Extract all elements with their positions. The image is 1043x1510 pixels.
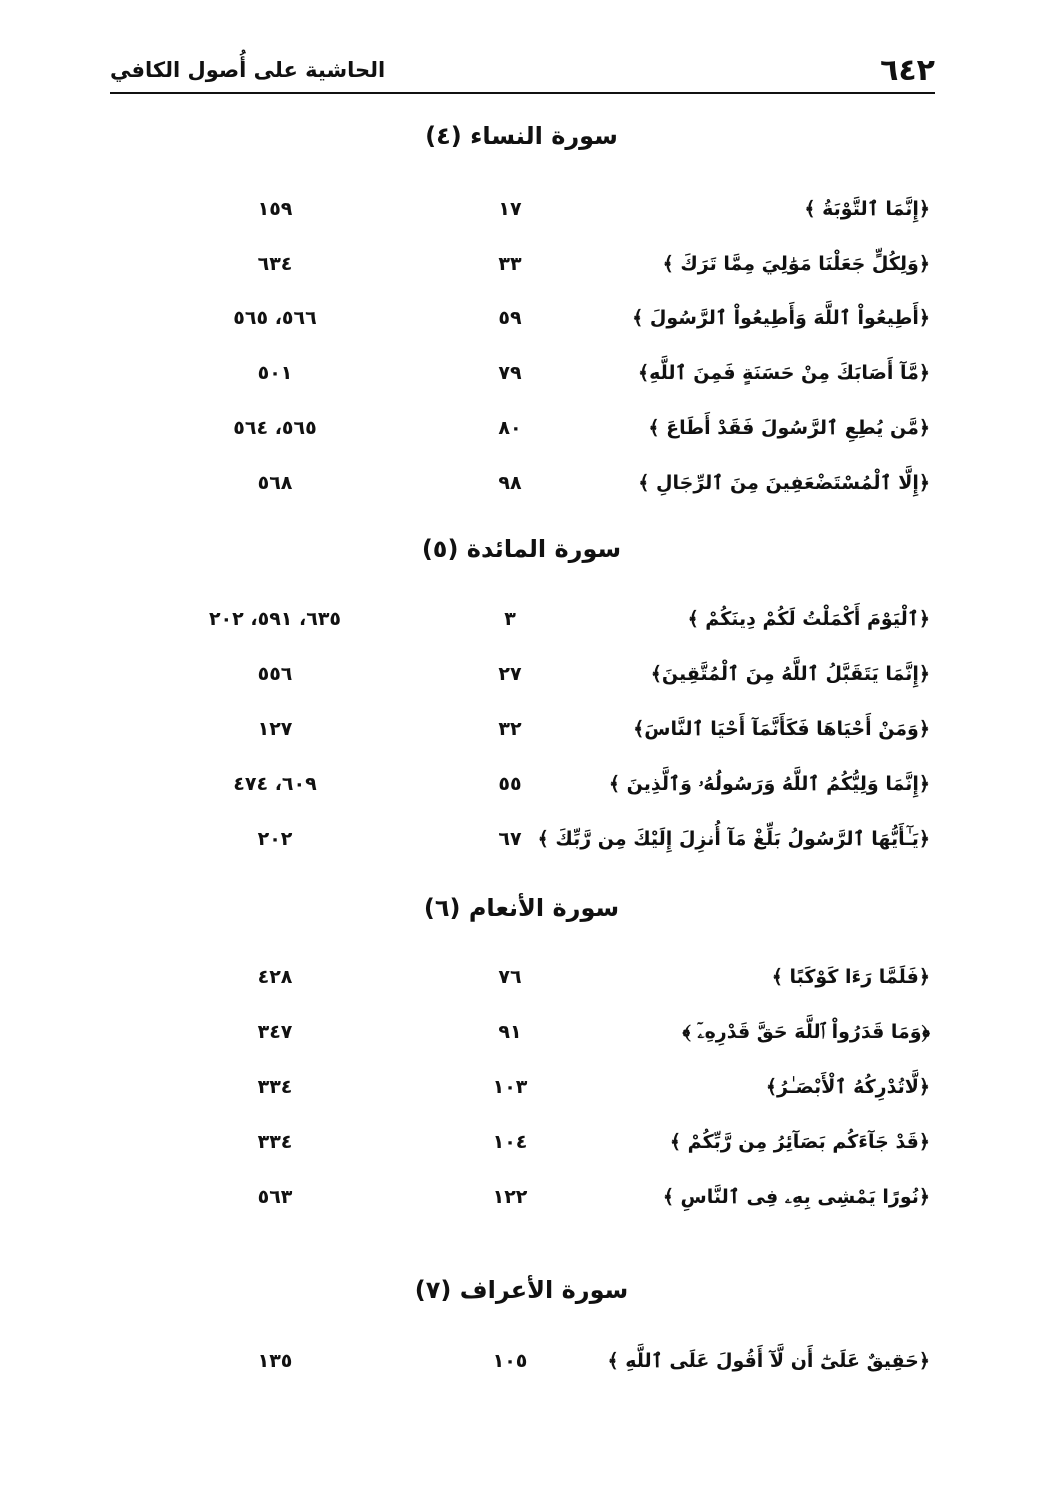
surah-heading: سورة النساء (٤) — [425, 122, 618, 150]
page-references: ١٥٩ — [257, 198, 293, 220]
page-header — [110, 48, 935, 94]
verse-text: ﴿قَدْ جَآءَكُم بَصَآئِرُ مِن رَّبِّكُمْ ﴾ — [669, 1131, 930, 1153]
page-references: ٣٤٧ — [257, 1021, 293, 1043]
page-references: ٦٣٤ — [257, 253, 293, 275]
table-row — [110, 1186, 930, 1226]
table-row — [110, 198, 930, 238]
table-row — [110, 773, 930, 813]
page-references: ١٣٥ — [257, 1350, 293, 1372]
table-row — [110, 1076, 930, 1116]
ayah-number: ١٧ — [498, 198, 522, 220]
page-references: ٥٦٦، ٥٦٥ — [233, 307, 317, 329]
ayah-number: ٨٠ — [498, 417, 522, 439]
verse-text: ﴿مَّن يُطِعِ ٱلرَّسُولَ فَقَدْ أَطَاعَ ﴾ — [648, 417, 930, 439]
verse-text: ﴿إِنَّمَا يَتَقَبَّلُ ٱللَّهُ مِنَ ٱلْمُتَّقِينَ﴾ — [650, 663, 930, 685]
page-references: ٥٥٦ — [257, 663, 293, 685]
ayah-number: ١٠٣ — [492, 1076, 528, 1098]
verse-text: ﴿إِنَّمَا ٱلتَّوْبَةُ ﴾ — [804, 198, 930, 220]
verse-text: ﴿ٱلْيَوْمَ أَكْمَلْتُ لَكُمْ دِينَكُمْ ﴾ — [687, 608, 930, 630]
table-row — [110, 718, 930, 758]
table-row — [110, 472, 930, 512]
table-row — [110, 663, 930, 703]
table-row — [110, 417, 930, 457]
table-row — [110, 828, 930, 868]
table-row — [110, 1131, 930, 1171]
ayah-number: ٢٧ — [498, 663, 522, 685]
table-row — [110, 966, 930, 1006]
page-references: ٥٠١ — [257, 362, 293, 384]
ayah-number: ٧٩ — [498, 362, 522, 384]
verse-text: ﴿وَلِكُلٍّ جَعَلْنَا مَوَٰلِيَ مِمَّا تَرَكَ ﴾ — [662, 253, 930, 275]
verse-text: ﴿أَطِيعُواْ ٱللَّهَ وَأَطِيعُواْ ٱلرَّسُولَ ﴾ — [632, 307, 930, 329]
page-references: ٢٠٢ — [257, 828, 293, 850]
verse-text: ﴿وَمَنْ أَحْيَاهَا فَكَأَنَّمَآ أَحْيَا ٱلنَّاسَ﴾ — [633, 718, 930, 740]
table-row — [110, 362, 930, 402]
page-references: ٣٣٤ — [257, 1076, 293, 1098]
table-row — [110, 253, 930, 293]
verse-text: ﴿وَمَا قَدَرُواْ ٱللَّهَ حَقَّ قَدْرِهِۦٓ ﴾ — [682, 1021, 930, 1043]
surah-heading: سورة المائدة (٥) — [421, 535, 622, 563]
verse-text: ﴿إِنَّمَا وَلِيُّكُمُ ٱللَّهُ وَرَسُولُهُۥ وَٱلَّذِينَ ﴾ — [608, 773, 930, 795]
ayah-number: ٥٥ — [498, 773, 522, 795]
page-references: ٦٣٥، ٥٩١، ٢٠٢ — [208, 608, 342, 630]
page-references: ٣٣٤ — [257, 1131, 293, 1153]
ayah-number: ٣٣ — [498, 253, 522, 275]
verse-text: ﴿فَلَمَّا رَءَا كَوْكَبًا ﴾ — [771, 966, 930, 988]
verse-text: ﴿حَقِيقٌ عَلَىٰٓ أَن لَّآ أَقُولَ عَلَى ٱللَّهِ ﴾ — [607, 1350, 930, 1372]
page-references: ٥٦٣ — [257, 1186, 293, 1208]
page-references: ٥٦٥، ٥٦٤ — [233, 417, 317, 439]
ayah-number: ١٢٢ — [492, 1186, 528, 1208]
page-references: ٤٢٨ — [257, 966, 293, 988]
verse-text: ﴿إِلَّا ٱلْمُسْتَضْعَفِينَ مِنَ ٱلرِّجَالِ ﴾ — [638, 472, 930, 494]
page-references: ١٢٧ — [257, 718, 293, 740]
ayah-number: ٣ — [504, 608, 516, 630]
surah-heading: سورة الأعراف (٧) — [414, 1276, 629, 1304]
ayah-number: ٥٩ — [498, 307, 522, 329]
table-row — [110, 1021, 930, 1061]
page-number: ٦٤٢ — [880, 52, 935, 88]
verse-text: ﴿مَّآ أَصَابَكَ مِنْ حَسَنَةٍ فَمِنَ ٱللَّهِ﴾ — [637, 362, 930, 384]
verse-text: ﴿لَّاتُدْرِكُهُ ٱلْأَبْصَـٰرُ﴾ — [765, 1076, 930, 1098]
table-row — [110, 1350, 930, 1390]
page-references: ٥٦٨ — [257, 472, 293, 494]
book-title: الحاشية على أُصول الكافي — [110, 58, 386, 82]
verse-text: ﴿يَـٰٓأَيُّهَا ٱلرَّسُولُ بَلِّغْ مَآ أُنزِلَ إِلَيْكَ مِن رَّبِّكَ ﴾ — [537, 828, 930, 850]
ayah-number: ٧٦ — [498, 966, 522, 988]
surah-heading: سورة الأنعام (٦) — [423, 894, 620, 922]
ayah-number: ٦٧ — [498, 828, 522, 850]
table-row — [110, 307, 930, 347]
table-row — [110, 608, 930, 648]
verse-text: ﴿نُورًا يَمْشِى بِهِۦ فِى ٱلنَّاسِ ﴾ — [662, 1186, 930, 1208]
ayah-number: ٩٨ — [498, 472, 522, 494]
ayah-number: ٩١ — [498, 1021, 522, 1043]
ayah-number: ٣٢ — [498, 718, 522, 740]
ayah-number: ١٠٥ — [492, 1350, 528, 1372]
ayah-number: ١٠٤ — [492, 1131, 528, 1153]
page-references: ٦٠٩، ٤٧٤ — [233, 773, 317, 795]
